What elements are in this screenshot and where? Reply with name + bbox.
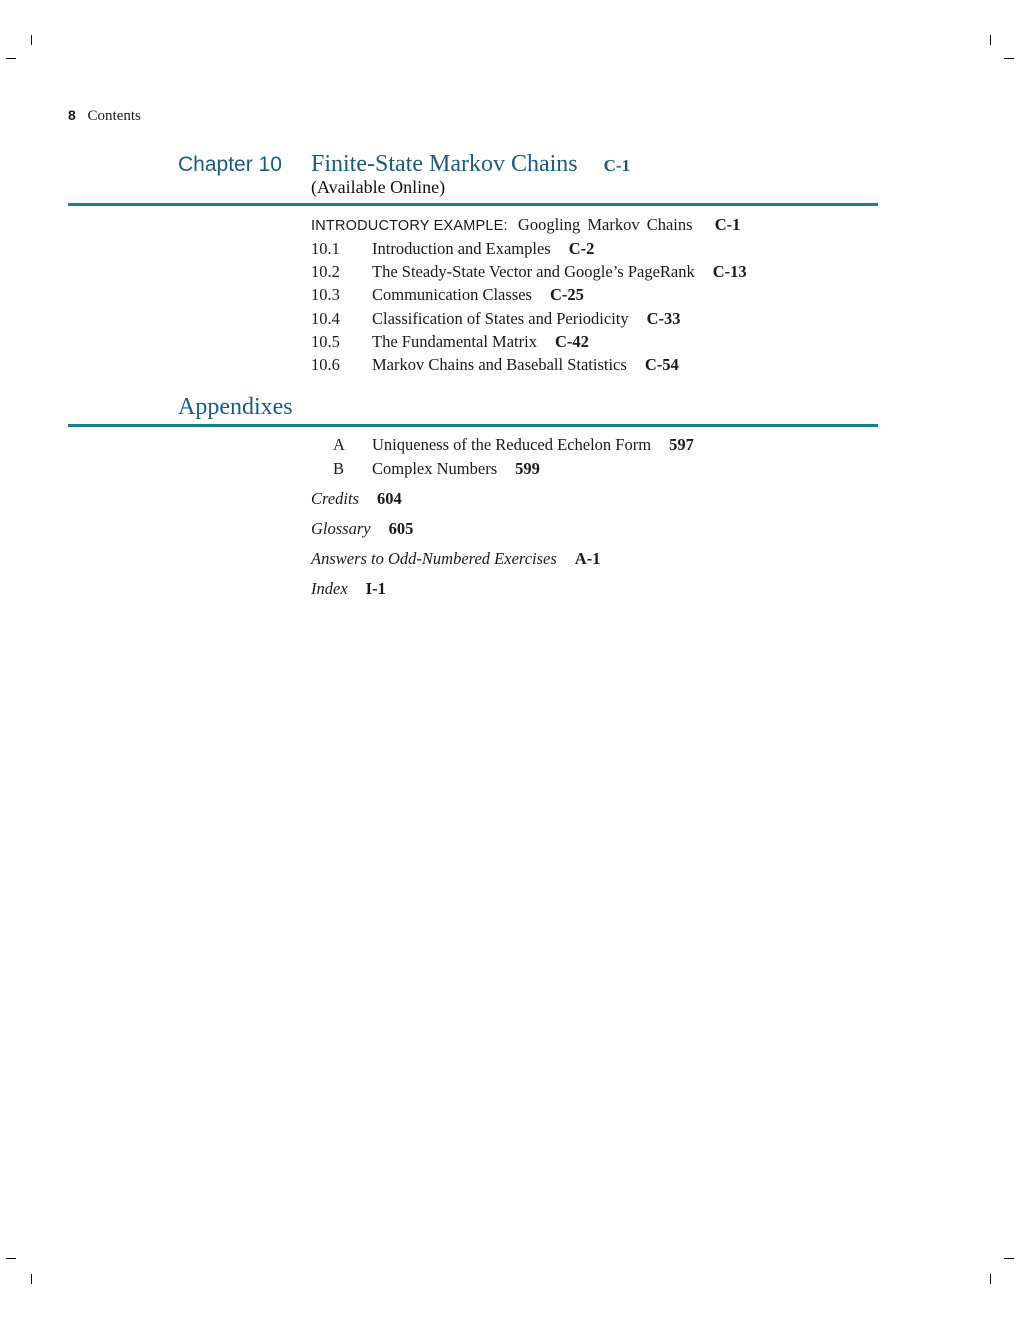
crop-mark-top-right-horizontal <box>1004 58 1014 59</box>
crop-mark-top-right-vertical <box>990 35 991 45</box>
section-number: 10.2 <box>311 262 340 281</box>
running-header-label: Contents <box>87 108 141 124</box>
chapter-subtitle: (Available Online) <box>311 177 446 197</box>
toc-section-10-5[interactable] <box>311 332 589 352</box>
toc-intro-example[interactable] <box>311 215 740 236</box>
section-page: C-25 <box>549 285 584 304</box>
chapter-label: Chapter 10 <box>178 153 282 176</box>
toc-index[interactable] <box>311 579 386 599</box>
intro-example-page: C-1 <box>714 215 741 234</box>
toc-section-10-3[interactable] <box>311 285 584 305</box>
section-title: Communication Classes <box>372 285 532 304</box>
back-matter-page: I-1 <box>365 579 386 598</box>
crop-mark-bottom-right-horizontal <box>1004 1258 1014 1259</box>
toc-appendix-b[interactable] <box>311 459 540 479</box>
page-number: 8 <box>68 107 76 123</box>
section-page: C-2 <box>568 239 595 258</box>
crop-mark-bottom-left-vertical <box>31 1274 32 1284</box>
appendix-page: 597 <box>669 435 694 454</box>
appendix-title: Uniqueness of the Reduced Echelon Form <box>372 435 652 454</box>
section-title: The Steady-State Vector and Google’s PageRank <box>372 262 695 281</box>
crop-mark-top-left-horizontal <box>6 58 16 59</box>
section-title: The Fundamental Matrix <box>372 332 537 351</box>
appendix-page: 599 <box>515 459 540 478</box>
appendix-letter: A <box>333 435 345 454</box>
toc-glossary[interactable] <box>311 519 413 539</box>
section-page: C-42 <box>554 332 589 351</box>
back-matter-title: Answers to Odd-Numbered Exercises <box>311 549 557 568</box>
section-number: 10.5 <box>311 332 340 351</box>
toc-section-10-6[interactable] <box>311 355 679 375</box>
toc-section-10-1[interactable] <box>311 239 594 259</box>
appendix-title: Complex Numbers <box>372 459 498 478</box>
section-number: 10.3 <box>311 285 340 304</box>
running-header <box>68 106 141 125</box>
section-page: C-54 <box>644 355 679 374</box>
appendixes-divider-rule <box>68 424 878 427</box>
chapter-page-number: C-1 <box>603 156 631 175</box>
toc-section-10-2[interactable] <box>311 262 747 282</box>
appendixes-heading: Appendixes <box>178 394 293 420</box>
toc-section-10-4[interactable] <box>311 309 681 329</box>
section-title: Markov Chains and Baseball Statistics <box>372 355 627 374</box>
toc-credits[interactable] <box>311 489 402 509</box>
back-matter-title: Credits <box>311 489 359 508</box>
section-page: C-33 <box>646 309 681 328</box>
back-matter-title: Index <box>311 579 348 598</box>
intro-example-title: Googling Markov Chains <box>517 215 693 234</box>
crop-mark-top-left-vertical <box>31 35 32 45</box>
back-matter-page: 604 <box>376 489 402 508</box>
section-number: 10.6 <box>311 355 340 374</box>
section-number: 10.1 <box>311 239 340 258</box>
section-title: Classification of States and Periodicity <box>372 309 629 328</box>
toc-answers[interactable] <box>311 549 600 569</box>
crop-mark-bottom-left-horizontal <box>6 1258 16 1259</box>
section-title: Introduction and Examples <box>372 239 551 258</box>
toc-appendix-a[interactable] <box>311 435 694 455</box>
intro-example-label: INTRODUCTORY EXAMPLE: <box>311 218 508 234</box>
back-matter-title: Glossary <box>311 519 371 538</box>
back-matter-page: A-1 <box>574 549 601 568</box>
appendix-letter: B <box>333 459 345 478</box>
section-number: 10.4 <box>311 309 340 328</box>
section-page: C-13 <box>712 262 747 281</box>
chapter-title: Finite-State Markov Chains <box>311 151 578 177</box>
crop-mark-bottom-right-vertical <box>990 1274 991 1284</box>
chapter-divider-rule <box>68 203 878 206</box>
back-matter-page: 605 <box>388 519 414 538</box>
